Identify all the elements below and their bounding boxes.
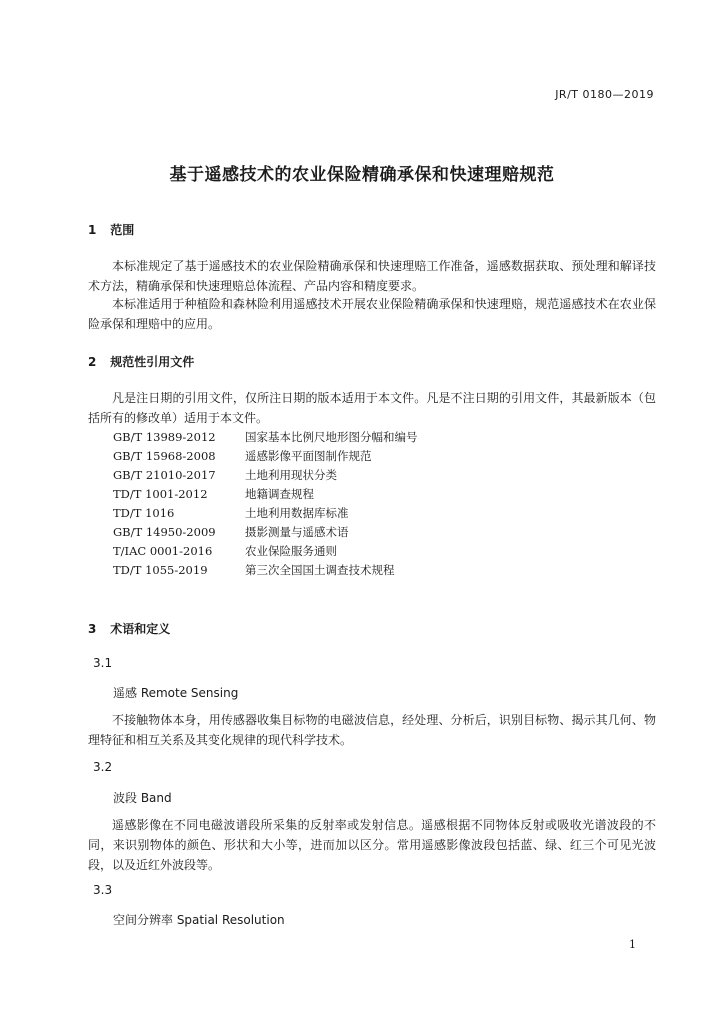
- term-definition: 遥感影像在不同电磁波谱段所采集的反射率或发射信息。遥感根据不同物体反射或吸收光谱波段的不同，来识别物体的颜色、形状和大小等，进而加以区分。常用遥感影像波段包括蓝、绿、红三个可见光波段，以及近红外波段等。: [88, 818, 656, 872]
- reference-name: 国家基本比例尺地形图分幅和编号: [245, 430, 418, 444]
- reference-name: 摄影测量与遥感术语: [245, 525, 349, 539]
- reference-code: T/IAC 0001-2016: [113, 544, 213, 558]
- scope-paragraph-2: 本标准适用于种植险和森林险利用遥感技术开展农业保险精确承保和快速理赔，规范遥感技术在农业保险承保和理赔中的应用。: [88, 297, 656, 331]
- term-number: 3.1: [93, 656, 113, 670]
- reference-code: TD/T 1055-2019: [113, 563, 208, 577]
- reference-name: 土地利用数据库标准: [245, 506, 349, 520]
- reference-name: 第三次全国国土调查技术规程: [245, 563, 395, 577]
- term-title: 空间分辨率 Spatial Resolution: [113, 913, 285, 927]
- term-title: 波段 Band: [113, 791, 172, 805]
- scope-paragraph-1: 本标准规定了基于遥感技术的农业保险精确承保和快速理赔工作准备，遥感数据获取、预处理和解译技术方法，精确承保和快速理赔总体流程、产品内容和精度要求。: [88, 259, 656, 293]
- reference-item: [113, 466, 337, 485]
- document-title: 基于遥感技术的农业保险精确承保和快速理赔规范: [169, 165, 555, 185]
- term-number: 3.3: [93, 883, 113, 897]
- reference-name: 土地利用现状分类: [245, 468, 337, 482]
- reference-name: 遥感影像平面图制作规范: [245, 449, 372, 463]
- reference-code: GB/T 15968-2008: [113, 449, 216, 463]
- term-definition: 不接触物体本身，用传感器收集目标物的电磁波信息，经处理、分析后，识别目标物、揭示其几何、物理特征和相互关系及其变化规律的现代科学技术。: [88, 713, 656, 747]
- section-1-heading: [88, 221, 134, 238]
- section-3-heading: [88, 620, 170, 637]
- reference-item: [113, 542, 337, 561]
- reference-code: TD/T 1016: [113, 506, 175, 520]
- section-number: 3: [88, 622, 97, 636]
- section-title: 范围: [110, 223, 135, 237]
- reference-code: GB/T 14950-2009: [113, 525, 216, 539]
- reference-code: GB/T 21010-2017: [113, 468, 216, 482]
- term-number: 3.2: [93, 760, 113, 774]
- section-number: 1: [88, 223, 97, 237]
- reference-item: [113, 428, 418, 447]
- section-2-heading: [88, 353, 194, 370]
- reference-name: 农业保险服务通则: [245, 544, 337, 558]
- references-intro-paragraph: 凡是注日期的引用文件，仅所注日期的版本适用于本文件。凡是不注日期的引用文件，其最新版本（包括所有的修改单）适用于本文件。: [88, 391, 656, 425]
- term-title: 遥感 Remote Sensing: [113, 686, 239, 700]
- section-number: 2: [88, 355, 97, 369]
- reference-item: [113, 447, 372, 466]
- reference-item: [113, 485, 314, 504]
- page-number: 1: [629, 938, 636, 951]
- reference-item: [113, 504, 349, 523]
- reference-item: [113, 561, 395, 580]
- section-title: 术语和定义: [110, 622, 171, 636]
- reference-code: TD/T 1001-2012: [113, 487, 208, 501]
- reference-code: GB/T 13989-2012: [113, 430, 216, 444]
- standard-code: JR/T 0180—2019: [555, 88, 654, 101]
- reference-item: [113, 523, 349, 542]
- reference-name: 地籍调查规程: [245, 487, 314, 501]
- section-title: 规范性引用文件: [110, 355, 195, 369]
